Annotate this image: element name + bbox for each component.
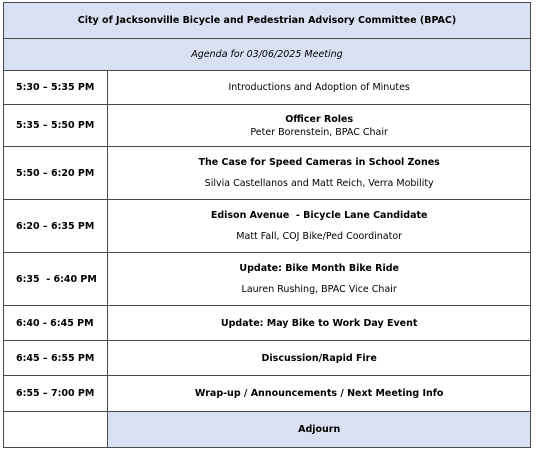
adjourn-row bbox=[4, 412, 531, 448]
agenda-item-title: Update: Bike Month Bike Ride bbox=[239, 263, 399, 274]
agenda-row-6 bbox=[4, 306, 531, 341]
agenda-row-3 bbox=[4, 147, 531, 200]
agenda-item-speaker: Silvia Castellanos and Matt Reich, Verra Mobility bbox=[204, 178, 434, 189]
agenda-table bbox=[3, 2, 531, 448]
agenda-time: 5:35 – 5:50 PM bbox=[4, 105, 108, 147]
meeting-date: Agenda for 03/06/2025 Meeting bbox=[4, 39, 531, 71]
agenda-item bbox=[108, 306, 531, 341]
agenda-time: 5:30 – 5:35 PM bbox=[4, 71, 108, 105]
agenda-time: 6:45 – 6:55 PM bbox=[4, 341, 108, 376]
adjourn-label: Adjourn bbox=[108, 412, 531, 448]
agenda-time: 6:55 – 7:00 PM bbox=[4, 376, 108, 412]
agenda-item-title: Update: May Bike to Work Day Event bbox=[220, 317, 418, 329]
agenda-item bbox=[108, 253, 531, 306]
agenda-item bbox=[108, 105, 531, 147]
adjourn-time-cell bbox=[4, 412, 108, 448]
agenda-time: 6:35 - 6:40 PM bbox=[4, 253, 108, 306]
header-row bbox=[4, 3, 531, 39]
agenda-item-title: Wrap-up / Announcements / Next Meeting Info bbox=[194, 388, 444, 399]
agenda-item-title: Officer Roles bbox=[285, 113, 354, 125]
agenda-item-title: Introductions and Adoption of Minutes bbox=[228, 82, 410, 93]
agenda-row-1 bbox=[4, 71, 531, 105]
agenda-time: 5:50 – 6:20 PM bbox=[4, 147, 108, 200]
agenda-item-title: Discussion/Rapid Fire bbox=[261, 352, 377, 364]
agenda-item-speaker: Lauren Rushing, BPAC Vice Chair bbox=[241, 284, 397, 295]
agenda-time: 6:40 - 6:45 PM bbox=[4, 306, 108, 341]
agenda-item bbox=[108, 71, 531, 105]
committee-title: City of Jacksonville Bicycle and Pedestrian Advisory Committee (BPAC) bbox=[4, 3, 531, 39]
agenda-row-8 bbox=[4, 376, 531, 412]
subtitle-row bbox=[4, 39, 531, 71]
agenda-item-speaker: Peter Borenstein, BPAC Chair bbox=[250, 126, 388, 138]
agenda-item bbox=[108, 147, 531, 200]
agenda-item bbox=[108, 376, 531, 412]
agenda-time: 6:20 – 6:35 PM bbox=[4, 200, 108, 253]
agenda-row-2 bbox=[4, 105, 531, 147]
agenda-item-title: Edison Avenue - Bicycle Lane Candidate bbox=[210, 210, 428, 221]
agenda-row-7 bbox=[4, 341, 531, 376]
agenda-item-title: The Case for Speed Cameras in School Zones bbox=[198, 157, 440, 168]
agenda-item bbox=[108, 341, 531, 376]
agenda-row-4 bbox=[4, 200, 531, 253]
agenda-row-5 bbox=[4, 253, 531, 306]
agenda-item bbox=[108, 200, 531, 253]
agenda-item-speaker: Matt Fall, COJ Bike/Ped Coordinator bbox=[236, 231, 403, 242]
